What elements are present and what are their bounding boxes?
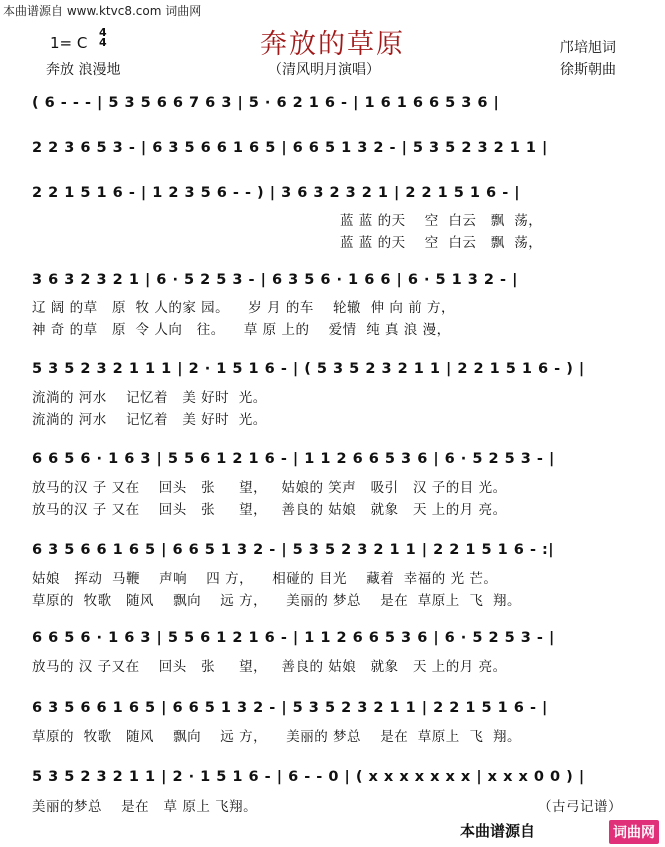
footer-brand-logo: 词曲网	[609, 820, 659, 844]
tempo-mark: 奔放 浪漫地	[46, 62, 121, 78]
lyric-line-10a: 美丽的梦总 是在 草 原上 飞翔。	[32, 799, 258, 815]
lyric-line-4a: 辽 阔 的草 原 牧 人的家 园。 岁 月 的车 轮辙 伸 向 前 方，	[32, 300, 455, 316]
lyric-line-8a: 放马的 汉 子又在 回头 张 望， 善良的 姑娘 就象 天 上的月 亮。	[32, 659, 507, 675]
lyricist: 邝培旭词	[560, 40, 616, 56]
time-signature	[99, 28, 107, 48]
score-line-5: 5 3 5 2 3 2 1 1 1 | 2 · 1 5 1 6 - | ( 5 3 5 2 3 2 1 1 | 2 2 1 5 1 6 - ) |	[32, 361, 585, 377]
time-bottom: 4	[99, 36, 107, 49]
score-line-10: 5 3 5 2 3 2 1 1 | 2 · 1 5 1 6 - | 6 - - 0 | ( x x x x x x x | x x x 0 0 ) |	[32, 769, 585, 785]
lyric-line-5b: 流淌的 河水 记忆着 美 好时 光。	[32, 412, 267, 428]
lyric-line-3a: 蓝 蓝 的天 空 白云 飘 荡，	[340, 213, 543, 229]
score-line-9: 6 3 5 6 6 1 6 5 | 6 6 5 1 3 2 - | 5 3 5 2 3 2 1 1 | 2 2 1 5 1 6 - |	[32, 700, 548, 716]
time-top: 4	[99, 26, 107, 39]
lyric-line-7a: 姑娘 挥动 马鞭 声响 四 方， 相碰的 目光 藏着 幸福的 光 芒。	[32, 571, 498, 587]
score-line-4: 3 6 3 2 3 2 1 | 6 · 5 2 5 3 - | 6 3 5 6 · 1 6 6 | 6 · 5 1 3 2 - |	[32, 272, 518, 288]
singer: （清风明月演唱）	[268, 62, 380, 78]
score-line-3: 2 2 1 5 1 6 - | 1 2 3 5 6 - - ) | 3 6 3 2 3 2 1 | 2 2 1 5 1 6 - |	[32, 185, 521, 201]
lyric-line-9a: 草原的 牧歌 随风 飘向 远 方， 美丽的 梦总 是在 草原上 飞 翔。	[32, 729, 521, 745]
lyric-line-3b: 蓝 蓝 的天 空 白云 飘 荡，	[340, 235, 543, 251]
song-title: 奔放的草原	[260, 29, 405, 60]
lyric-line-7b: 草原的 牧歌 随风 飘向 远 方， 美丽的 梦总 是在 草原上 飞 翔。	[32, 593, 521, 609]
recorder-credit: （古弓记谱）	[538, 799, 622, 815]
lyric-line-5a: 流淌的 河水 记忆着 美 好时 光。	[32, 390, 267, 406]
lyric-line-4b: 神 奇 的草 原 令 人向 往。 草 原 上的 爱情 纯 真 浪 漫，	[32, 322, 451, 338]
score-line-7: 6 3 5 6 6 1 6 5 | 6 6 5 1 3 2 - | 5 3 5 2 3 2 1 1 | 2 2 1 5 1 6 - :|	[32, 542, 555, 558]
watermark: 本曲谱源自 www.ktvc8.com 词曲网	[3, 4, 202, 18]
score-line-8: 6 6 5 6 · 1 6 3 | 5 5 6 1 2 1 6 - | 1 1 2 6 6 5 3 6 | 6 · 5 2 5 3 - |	[32, 630, 555, 646]
lyric-line-6a: 放马的汉 子 又在 回头 张 望， 姑娘的 笑声 吸引 汉 子的目 光。	[32, 480, 507, 496]
score-line-6: 6 6 5 6 · 1 6 3 | 5 5 6 1 2 1 6 - | 1 1 2 6 6 5 3 6 | 6 · 5 2 5 3 - |	[32, 451, 555, 467]
footer-source: 本曲谱源自	[459, 822, 535, 840]
key-signature: 1= C	[50, 34, 88, 52]
score-line-2: 2 2 3 6 5 3 - | 6 3 5 6 6 1 6 5 | 6 6 5 1 3 2 - | 5 3 5 2 3 2 1 1 |	[32, 140, 548, 156]
composer: 徐斯朝曲	[560, 62, 616, 78]
lyric-line-6b: 放马的汉 子 又在 回头 张 望， 善良的 姑娘 就象 天 上的月 亮。	[32, 502, 507, 518]
score-line-1: ( 6 - - - | 5 3 5 6 6 7 6 3 | 5 · 6 2 1 6 - | 1 6 1 6 6 5 3 6 |	[32, 95, 500, 111]
